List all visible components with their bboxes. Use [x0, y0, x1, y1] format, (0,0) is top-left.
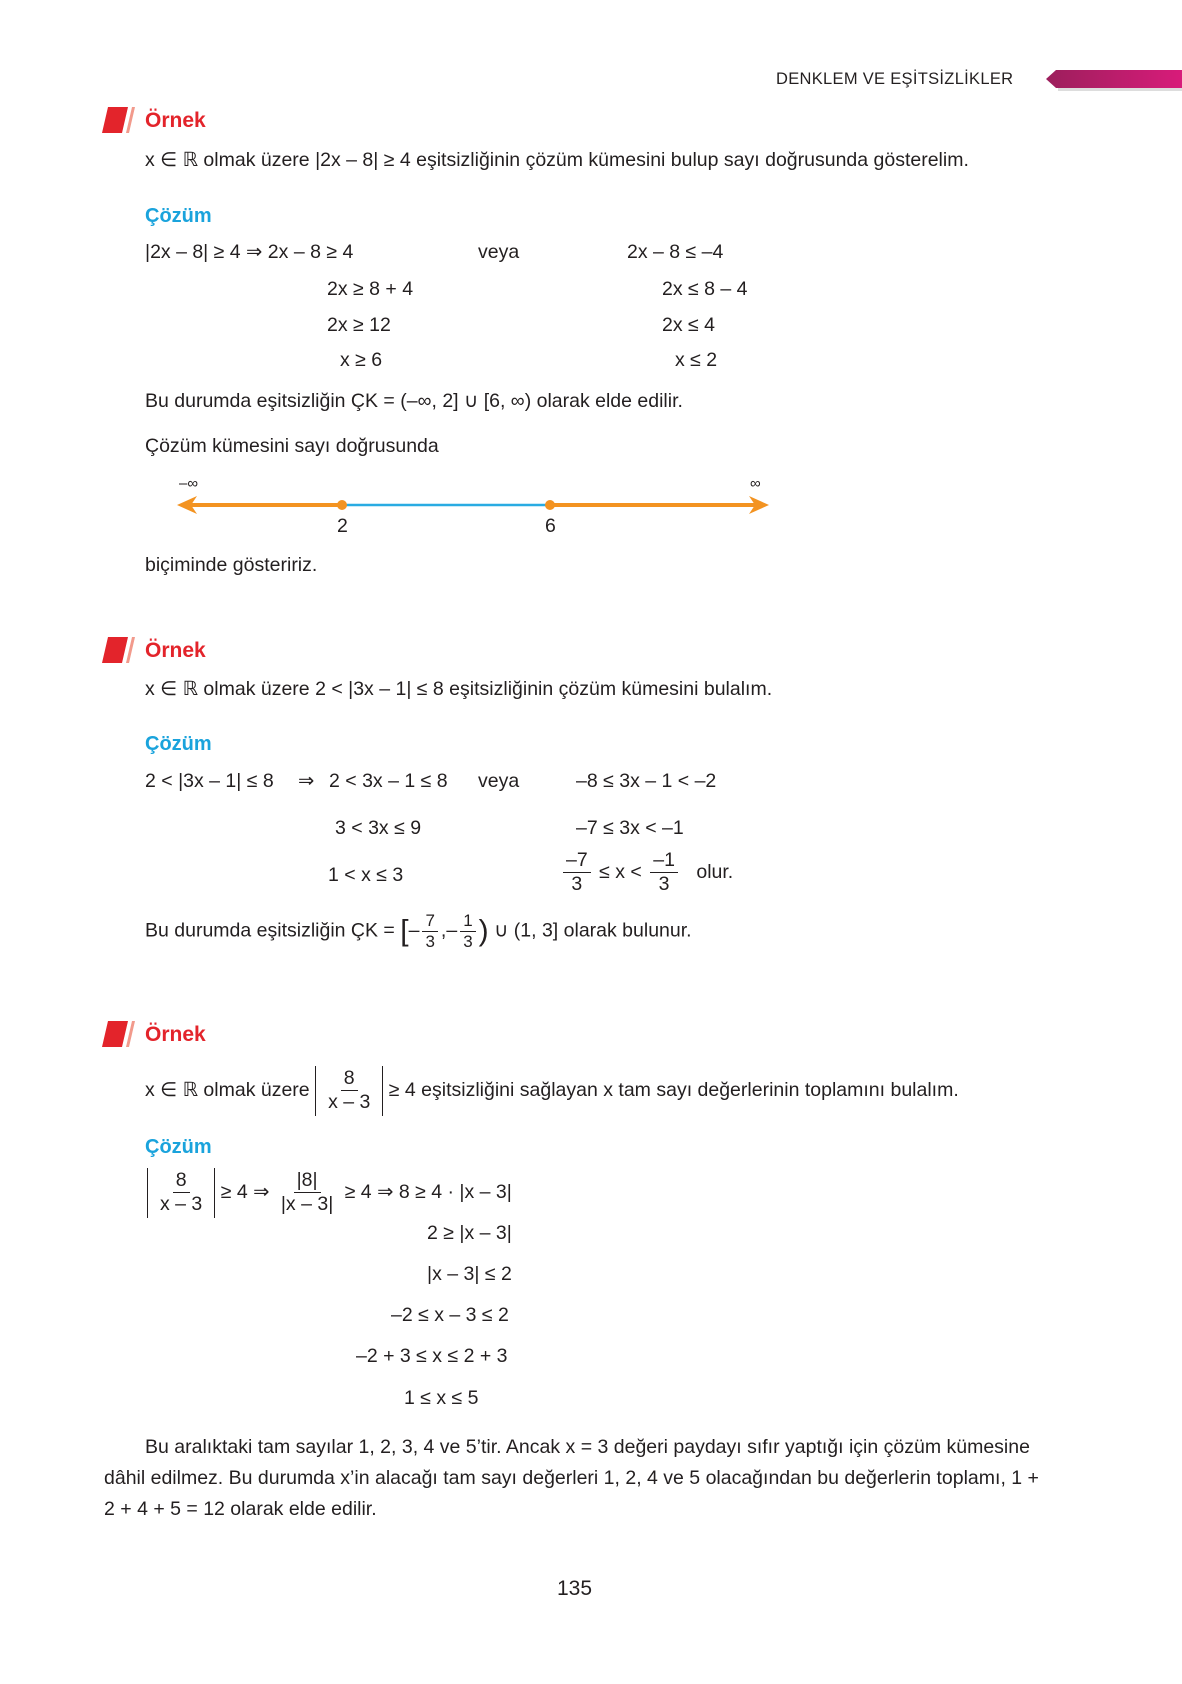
result-prefix: Bu durumda eşitsizliğin ÇK =: [145, 919, 395, 942]
example-icon: [102, 107, 138, 133]
point-2: [337, 500, 347, 510]
chapter-title: DENKLEM VE EŞİTSİZLİKLER: [776, 70, 1014, 88]
step: 2x ≤ 8 – 4: [662, 278, 748, 300]
step: –8 ≤ 3x – 1 < –2: [576, 770, 717, 792]
step: x ≥ 6: [340, 349, 383, 371]
frac-num: 7: [422, 912, 437, 932]
header-ribbon: [1044, 68, 1182, 92]
step: 1 ≤ x ≤ 5: [404, 1387, 479, 1409]
q-suffix: ≥ 4 eşitsizliğini sağlayan x tam sayı değerlerinin toplamını bulalım.: [388, 1079, 959, 1102]
solution-label: Çözüm: [145, 205, 212, 227]
q-prefix: x ∈ ℝ olmak üzere: [145, 1079, 310, 1102]
step: 2 < |3x – 1| ≤ 8: [145, 770, 274, 792]
frac-den: 3: [571, 873, 583, 896]
step: |x – 3| ≤ 2: [427, 1263, 512, 1285]
example-icon: [102, 637, 138, 663]
solution-label: Çözüm: [145, 733, 212, 755]
step: 2x – 8 ≤ –4: [627, 241, 724, 263]
step: ≤ x <: [599, 861, 642, 884]
step: 2x ≤ 4: [662, 314, 715, 336]
step: [147, 1168, 512, 1218]
number-line: [175, 494, 775, 516]
frac-num: 8: [341, 1068, 358, 1091]
step: –7 ≤ 3x < –1: [576, 817, 684, 839]
step: 2x ≥ 12: [327, 314, 391, 336]
frac-num: 1: [460, 912, 475, 932]
step: 2 < 3x – 1 ≤ 8: [329, 770, 448, 792]
frac-den: x – 3: [328, 1091, 371, 1114]
step: |2x – 8| ≥ 4 ⇒ 2x – 8 ≥ 4: [145, 241, 354, 263]
frac-den: 3: [425, 931, 435, 951]
result-text: Bu durumda eşitsizliğin ÇK = (–∞, 2] ∪ [6, ∞) olarak elde edilir.: [145, 390, 683, 412]
step: 3 < 3x ≤ 9: [335, 817, 422, 839]
result-suffix: olarak bulunur.: [563, 919, 692, 942]
result-union: ∪ (1, 3]: [494, 919, 559, 942]
example-question: [145, 1066, 959, 1116]
step-part: ≥ 4 ⇒: [220, 1181, 270, 1204]
frac-num: –1: [650, 850, 678, 873]
tick-label: 6: [545, 515, 556, 537]
example-question: x ∈ ℝ olmak üzere |2x – 8| ≥ 4 eşitsizliğinin çözüm kümesini bulup sayı doğrusunda gösterelim.: [145, 149, 969, 171]
frac-num: 8: [173, 1170, 190, 1193]
step: 1 < x ≤ 3: [328, 864, 404, 886]
step: 2x ≥ 8 + 4: [327, 278, 414, 300]
frac-den: x – 3: [160, 1193, 203, 1216]
conclusion-paragraph: Bu aralıktaki tam sayılar 1, 2, 3, 4 ve 5’tir. Ancak x = 3 değeri paydayı sıfır yaptığı için çözüm kümesine dâhil edilmez. Bu durumda x’in alacağı tam sayı değerleri 1, 2, 4 ve 5 olacağından bu değerlerin toplamı, 1 + 2 + 4 + 5 = 12 olarak elde edilir.: [104, 1436, 1039, 1520]
frac-den: |x – 3|: [280, 1193, 334, 1216]
line-intro: Çözüm kümesini sayı doğrusunda: [145, 435, 439, 457]
step-fractions: [560, 850, 733, 896]
neg-infinity-label: –∞: [179, 475, 199, 492]
implies-arrow: ⇒: [298, 770, 315, 792]
solution-label: Çözüm: [145, 1136, 212, 1158]
step: –2 ≤ x – 3 ≤ 2: [391, 1304, 509, 1326]
step-part: ≥ 4 ⇒ 8 ≥ 4 · |x – 3|: [344, 1181, 512, 1204]
frac-num: |8|: [294, 1170, 321, 1193]
example-label: Örnek: [145, 639, 206, 662]
example-label: Örnek: [145, 1023, 206, 1046]
pos-infinity-label: ∞: [750, 475, 761, 492]
or-word: veya: [478, 770, 520, 792]
step: 2 ≥ |x – 3|: [427, 1222, 512, 1244]
page-number: 135: [557, 1577, 593, 1600]
example-question: x ∈ ℝ olmak üzere 2 < |3x – 1| ≤ 8 eşitsizliğinin çözüm kümesini bulalım.: [145, 678, 773, 700]
tick-label: 2: [337, 515, 348, 537]
example-label: Örnek: [145, 109, 206, 132]
step: –2 + 3 ≤ x ≤ 2 + 3: [356, 1345, 508, 1367]
frac-den: 3: [463, 931, 473, 951]
result-text: Bu durumda eşitsizliğin ÇK = [– $\frac{7}{3}$ ,– $\frac{1}{3}$ ) ∪ (1, 3] olarak bulunur.: [145, 911, 692, 951]
or-word: veya: [478, 241, 520, 263]
step: x ≤ 2: [675, 349, 718, 371]
example-icon: [102, 1021, 138, 1047]
line-outro: biçiminde gösteririz.: [145, 554, 318, 576]
frac-den: 3: [658, 873, 670, 896]
olur: olur.: [696, 861, 734, 884]
point-6: [545, 500, 555, 510]
frac-num: –7: [563, 850, 591, 873]
